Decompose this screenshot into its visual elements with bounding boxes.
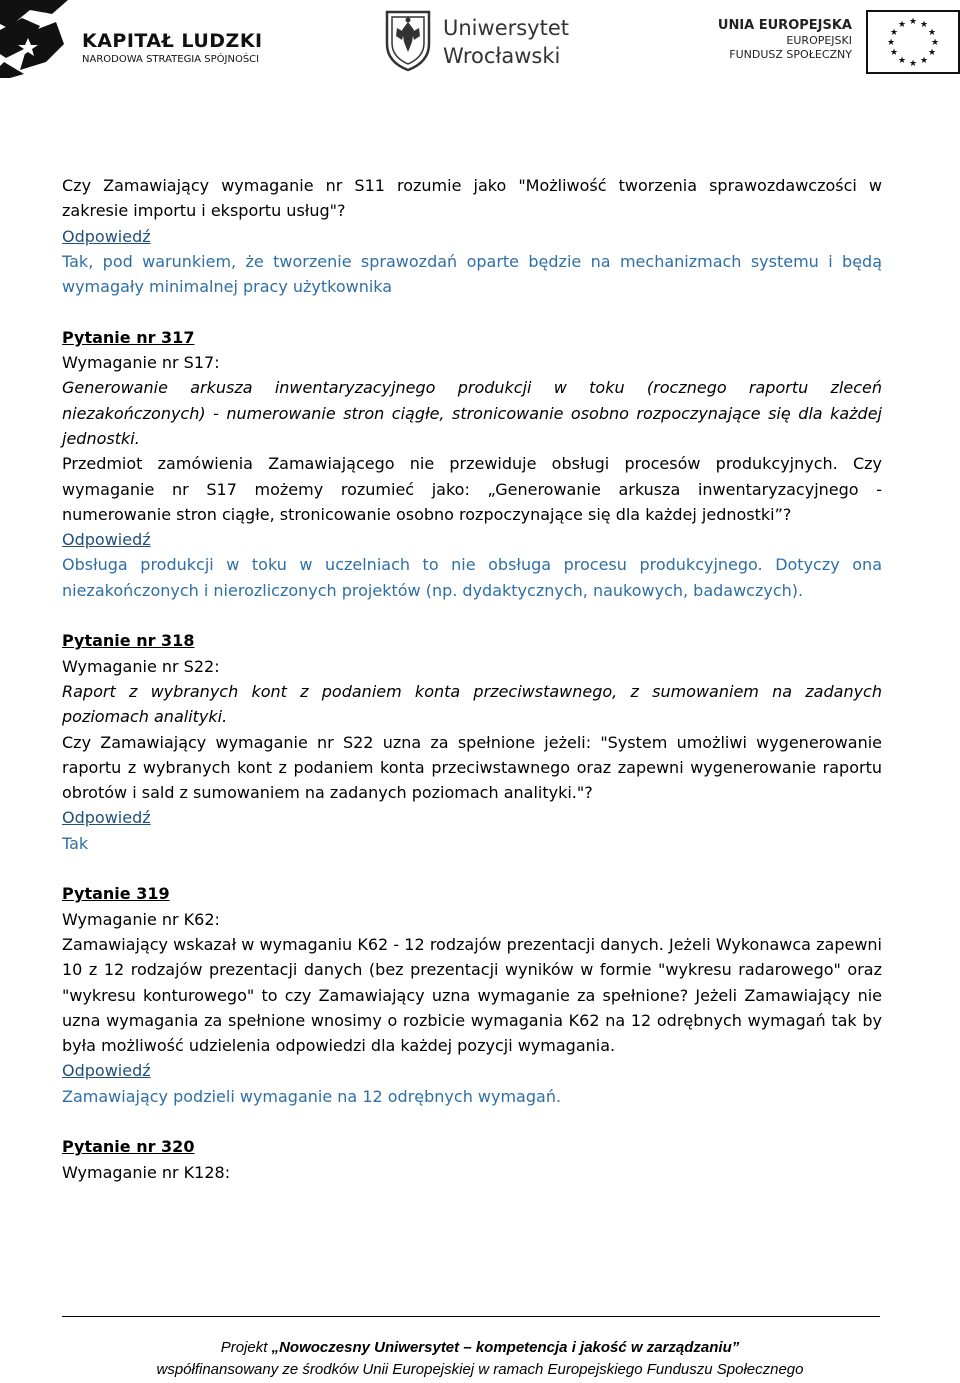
kapital-ludzki-subtitle: NARODOWA STRATEGIA SPÓJNOŚCI [82,54,260,65]
svg-text:★: ★ [927,28,937,38]
spacer [62,856,882,881]
svg-text:★: ★ [908,17,918,27]
footer-funding-line: współfinansowany ze środków Unii Europejskiej w ramach Europejskiego Funduszu Społecznego [156,1361,804,1378]
svg-text:★: ★ [889,28,899,38]
intro-question: Czy Zamawiający wymaganie nr S11 rozumie jako "Możliwość tworzenia sprawozdawczości w zakresie importu i eksportu usług"? [62,176,882,221]
page-footer [0,1337,960,1381]
question-318-answer-label: Odpowiedź [62,808,151,828]
svg-text:★: ★ [897,20,907,30]
eu-flag-icon [866,10,960,74]
eu-line3: FUNDUSZ SPOŁECZNY [729,48,852,61]
spacer [62,299,882,324]
question-317-heading: Pytanie nr 317 [62,327,195,347]
footer-project-prefix: Projekt [220,1339,272,1356]
eu-line1: UNIA EUROPEJSKA [717,18,852,33]
question-319-answer: Zamawiający podzieli wymaganie na 12 odrębnych wymagań. [62,1086,562,1106]
spacer [62,603,882,628]
eu-efs-logo [717,10,960,76]
spacer [62,1109,882,1134]
kapital-ludzki-logo [0,0,290,80]
intro-answer-label: Odpowiedź [62,226,151,246]
svg-text:★: ★ [889,48,899,58]
kapital-ludzki-mark-icon [0,0,68,78]
svg-text:★: ★ [930,38,940,48]
question-317-question: Przedmiot zamówienia Zamawiającego nie przewiduje obsługi procesów produkcyjnych. Czy wymaganie nr S17 możemy rozumieć jako: „Generowanie arkusza inwentaryzacyjnego - numerowanie stron ciągłe, stronicowanie osobno rozpoczynające się dla każdej jednostki”? [62,454,882,524]
intro-answer: Tak, pod warunkiem, że tworzenie sprawozdań oparte będzie na mechanizmach systemu i będą wymagały minimalnej pracy użytkownika [62,251,882,297]
document-body [62,173,882,1185]
question-319-question: Zamawiający wskazał w wymaganiu K62 - 12 rodzajów prezentacji danych. Jeżeli Wykonawca zapewni 10 z 12 rodzajów prezentacji danych (bez prezentacji wyników w formie "wykresu radarowego" oraz "wykresu konturowego" to czy Zamawiający uzna wymaganie za spełnione? Jeżeli Zamawiający nie uzna wymagania za spełnione wnosimy o rozbicie wymagania K62 na 12 odrębnych wymagań tak by była możliwość udzielenia odpowiedzi dla każdej pozycji wymagania. [62,934,882,1056]
footer-project-name: „Nowoczesny Uniwersytet – kompetencja i jakość w zarządzaniu” [271,1339,740,1356]
kapital-ludzki-title: KAPITAŁ LUDZKI [82,30,263,52]
eu-line2: EUROPEJSKI [786,34,852,47]
page-header [0,0,960,90]
question-319-answer-label: Odpowiedź [62,1061,151,1081]
eu-text-block [718,18,852,62]
university-name-line2: Wrocławski [443,44,561,68]
question-318-heading: Pytanie nr 318 [62,631,195,651]
svg-text:★: ★ [897,56,907,66]
question-317-requirement-text: Generowanie arkusza inwentaryzacyjnego produkcji w toku (rocznego raportu zleceń niezakończonych) - numerowanie stron ciągłe, stronicowanie osobno rozpoczynające się dla każdej jednostki. [62,378,882,448]
footer-divider [62,1316,880,1317]
footer-project-line [0,1337,960,1359]
svg-text:★: ★ [919,20,929,30]
question-320-requirement-label: Wymaganie nr K128: [62,1162,231,1182]
question-317-answer-label: Odpowiedź [62,530,151,550]
university-crest-icon [383,8,433,72]
uniwersytet-wroclawski-logo [383,6,583,76]
svg-text:★: ★ [927,48,937,58]
svg-text:★: ★ [919,56,929,66]
question-319-requirement-label: Wymaganie nr K62: [62,909,220,929]
question-320-heading: Pytanie nr 320 [62,1137,195,1157]
svg-text:★: ★ [908,59,918,69]
question-318-answer: Tak [62,833,89,853]
question-317-answer: Obsługa produkcji w toku w uczelniach to nie obsługa procesu produkcyjnego. Dotyczy ona niezakończonych i nierozliczonych projektów (np. dydaktycznych, naukowych, badawczych). [62,555,882,600]
question-318-requirement-text: Raport z wybranych kont z podaniem konta przeciwstawnego, z sumowaniem na zadanych poziomach analityki. [62,681,882,727]
university-name-line1: Uniwersytet [443,16,569,40]
question-318-requirement-label: Wymaganie nr S22: [62,656,220,676]
question-319-heading: Pytanie 319 [62,884,170,904]
question-317-requirement-label: Wymaganie nr S17: [62,353,220,373]
question-318-question: Czy Zamawiający wymaganie nr S22 uzna za spełnione jeżeli: "System umożliwi wygenerowanie raportu z wybranych kont z podaniem konta przeciwstawnego oraz zapewni wygenerowanie raportu obrotów i sald z sumowaniem na zadanych poziomach analityki."? [62,732,882,803]
svg-text:★: ★ [886,38,896,48]
